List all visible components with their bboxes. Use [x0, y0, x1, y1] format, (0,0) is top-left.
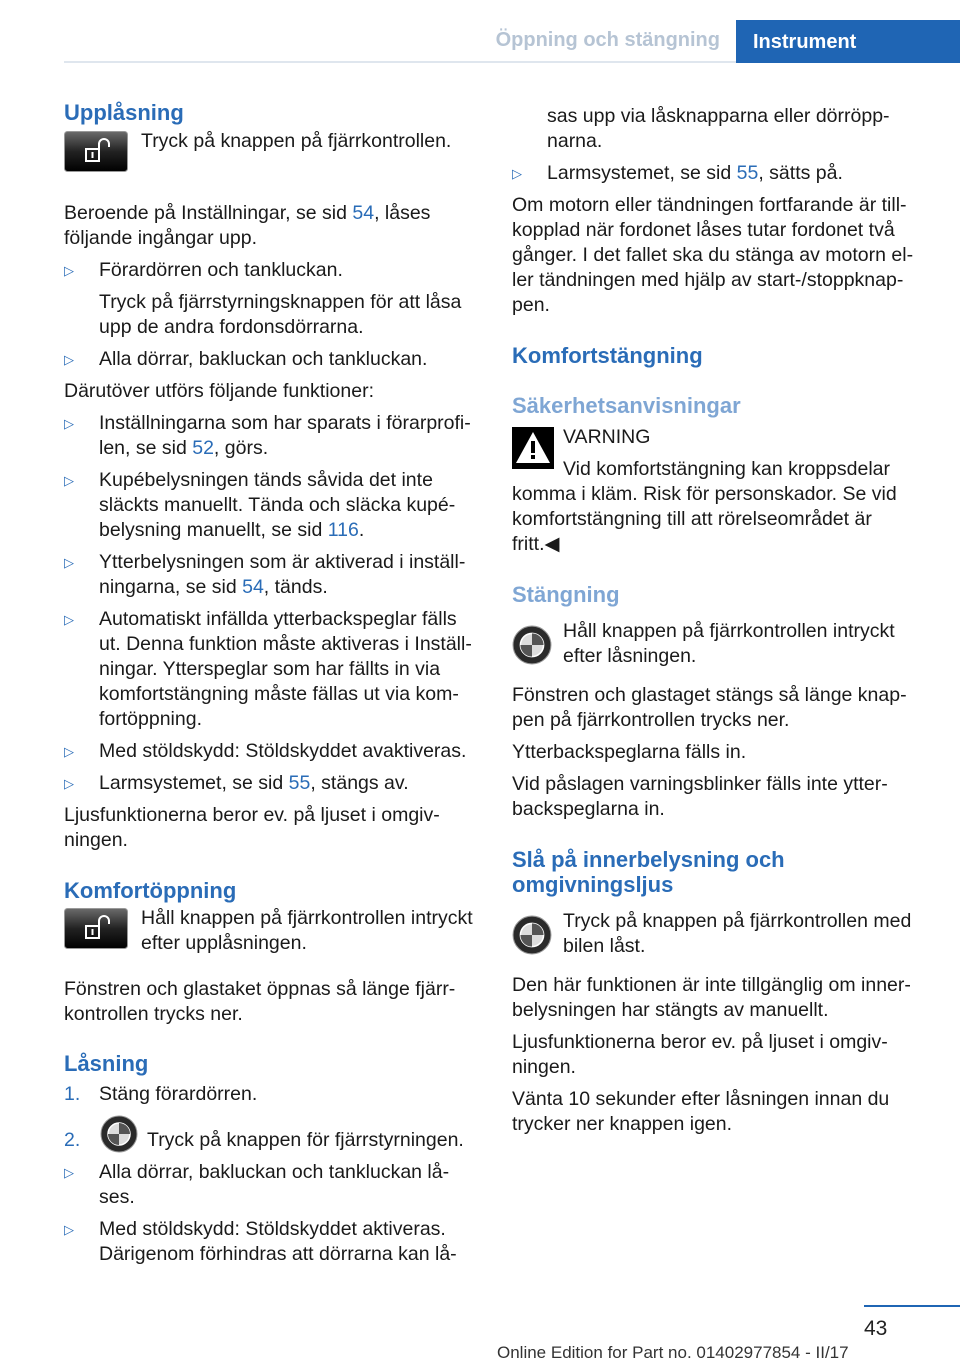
step-number: 1. [64, 1083, 81, 1105]
paragraph: Vid påslagen varningsblinker fälls inte ytter‐ [512, 773, 888, 795]
paragraph: Vänta 10 sekunder efter låsningen innan du [512, 1088, 890, 1110]
heading-unlocking: Upplåsning [64, 100, 184, 125]
bullet-marker: ▷ [64, 473, 74, 488]
list-item: ▷ Alla dörrar, bakluckan och tankluckan lå‐ ses. [64, 1161, 450, 1208]
numbered-step: 1. Stäng förardörren. [64, 1083, 258, 1105]
paragraph: Om motorn eller tändningen fortfarande är till‐ [512, 194, 907, 216]
unlock-button-icon [64, 131, 128, 172]
bmw-key-icon [100, 1115, 138, 1153]
chapter-tab: Instrument [736, 20, 960, 63]
heading-closing: Stängning [512, 582, 620, 607]
right-column: sas upp via låsknapparna eller dörröpp‐ narna. ▷ Larmsystemet, se sid 55, sätts på. Om motorn eller tändningen fortfarande är till‐ kopplad när fordonet låses tutar fordonet två gånger. I det fallet ska du stänga av motorn el‐ ler tändningen med hjälp av start-/stoppknap‐ pen. Komfortstängning Säkerhetsanvisningar VARNING Vid komfortstängning kan kroppsdelar komma i kläm. Risk för personskador. Se vid komfortstängning till att rörelseområdet är fritt.◀ Stängning Håll knappen på fjärrkontrollen intryckt efter låsningen. Fönstren och glastaget stängs så länge knap‐ pen på fjärrkontrollen trycks ner. Ytterbackspeglarna fälls in. Vid påslagen varningsblinker fälls inte ytter‐ backspeglarna in. Slå på innerbelysning och omgivningsljus Tryck på knappen på fjärrkontrollen med bilen låst. Den här funktionen är inte tillgänglig om inner‐ belysningen har stängts av manuellt. Ljusfunktionerna beror ev. på ljuset i omgiv‐ ningen. Vänta 10 sekunder efter låsningen innan du trycker ner knappen igen. [512, 104, 918, 1137]
bullet-marker: ▷ [64, 1222, 74, 1237]
header-rule [64, 61, 736, 63]
paragraph: Fönstren och glastaget stängs så länge knap‐ [512, 684, 907, 706]
list-item: ▷ Alla dörrar, bakluckan och tankluckan. [64, 348, 428, 370]
unlock-button-icon [64, 908, 128, 949]
paragraph: Fönstren och glastaket öppnas så länge fjärr‐ [64, 978, 456, 1000]
list-item: ▷ Med stöldskydd: Stöldskyddet aktiveras. Därigenom förhindras att dörrarna kan lå‐ [64, 1218, 457, 1265]
list-item: ▷ Ytterbelysningen som är aktiverad i inställ‐ ningarna, se sid 54, tänds. [64, 551, 466, 598]
heading-interior-light: Slå på innerbelysning och omgivningsljus [512, 847, 785, 897]
warning-block: VARNING Vid komfortstängning kan kroppsdelar [512, 425, 918, 482]
list-item: ▷ Förardörren och tankluckan. [64, 259, 343, 281]
paragraph: Därutöver utförs följande funktioner: [64, 380, 375, 402]
page-link[interactable]: 52 [192, 437, 214, 459]
paragraph-cont: kontrollen trycks ner. [64, 1003, 243, 1025]
list-item: ▷ Automatiskt infällda ytterbackspeglar fälls ut. Denna funktion måste aktiveras i Inställ‐ ningar. Ytterspeglar som har fällts in via komfortstängning måste fällas ut via kom‐ fortöppning. [64, 608, 472, 730]
list-item: ▷ Larmsystemet, se sid 55, sätts på. [512, 162, 843, 184]
left-column [64, 100, 480, 1267]
paragraph: Ytterbackspeglarna fälls in. [512, 741, 747, 763]
heading-comfort-closing: Komfortstängning [512, 343, 703, 368]
heading-locking: Låsning [64, 1051, 149, 1076]
bmw-key-icon [512, 915, 552, 955]
closing-instruction: Håll knappen på fjärrkontrollen intryckt efter låsningen. [512, 619, 918, 669]
list-item-continued: sas upp via låsknapparna eller dörröpp‐ narna. [547, 105, 890, 152]
list-item: ▷ Med stöldskydd: Stöldskyddet avaktiveras. [64, 740, 467, 762]
paragraph: Den här funktionen är inte tillgänglig om inner‐ [512, 974, 911, 996]
interior-light-instruction: Tryck på knappen på fjärrkontrollen med bilen låst. [512, 909, 918, 959]
bullet-marker: ▷ [64, 352, 74, 367]
bullet-marker: ▷ [64, 263, 74, 278]
heading-comfort-opening: Komfortöppning [64, 878, 237, 903]
bullet-marker: ▷ [64, 612, 74, 627]
list-item: ▷ Larmsystemet, se sid 55, stängs av. [64, 772, 409, 794]
warning-triangle-icon [512, 427, 554, 469]
page-link[interactable]: 116 [327, 519, 359, 541]
list-item-subtext: Tryck på fjärrstyrningsknappen för att låsa upp de andra fordonsdörrarna. [99, 291, 462, 338]
bullet-marker: ▷ [64, 744, 74, 759]
list-item: ▷ Inställningarna som har sparats i förarprofi‐ len, se sid 52, görs. [64, 412, 471, 459]
bullet-marker: ▷ [64, 416, 74, 431]
footer-rule [864, 1305, 960, 1307]
bullet-marker: ▷ [512, 166, 522, 181]
numbered-step: 2. Tryck på knappen för fjärrstyrningen. [64, 1121, 480, 1153]
bullet-marker: ▷ [64, 1165, 74, 1180]
page-link[interactable]: 54 [352, 202, 375, 224]
section-title: Öppning och stängning [495, 29, 720, 51]
page-number: 43 [864, 1317, 888, 1340]
warning-title: VARNING [563, 426, 651, 448]
unlock-instruction [64, 129, 480, 187]
paragraph: Ljusfunktionerna beror ev. på ljuset i omgiv‐ [512, 1031, 888, 1053]
page-link[interactable]: 54 [242, 576, 264, 598]
list-item: ▷ Kupébelysningen tänds såvida det inte släckts manuellt. Tända och släcka kupé‐ belysning manuellt, se sid 116. [64, 469, 456, 541]
paragraph-cont: ningen. [64, 829, 128, 851]
paragraph: Ljusfunktionerna beror ev. på ljuset i omgiv‐ [64, 804, 440, 826]
bullet-marker: ▷ [64, 555, 74, 570]
unlock-icon-text: Tryck på knappen på fjärrkontrollen. [141, 130, 452, 152]
edition-note: Online Edition for Part no. 01402977854 - II/17 [497, 1343, 849, 1362]
bullet-marker: ▷ [64, 776, 74, 791]
paragraph: Beroende på Inställningar, se sid 54, låses [64, 202, 431, 224]
page-link[interactable]: 55 [288, 772, 311, 794]
paragraph-cont: följande ingångar upp. [64, 227, 257, 249]
bmw-key-icon [512, 625, 552, 665]
heading-safety: Säkerhetsanvisningar [512, 393, 741, 418]
page-link[interactable]: 55 [736, 162, 759, 184]
comfort-open-instruction: Håll knappen på fjärrkontrollen intryckt efter upplåsningen. [64, 906, 480, 963]
step-number: 2. [64, 1129, 81, 1151]
